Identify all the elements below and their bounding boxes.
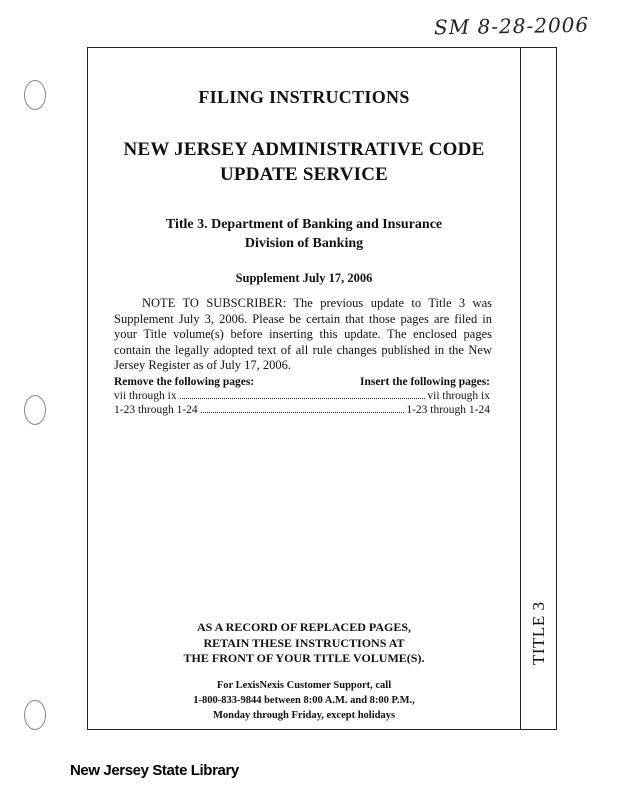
handwritten-note: SM 8-28-2006 [433,12,590,40]
tab-label: TITLE 3 [529,601,548,665]
leader-dots [180,398,426,399]
insert-pages-cell: vii through ix [427,390,490,402]
document-subtitle [88,137,520,187]
punch-hole-top [24,80,46,110]
subtitle-line-1: NEW JERSEY ADMINISTRATIVE CODE [123,139,485,160]
record-notice-line-2: RETAIN THESE INSTRUCTIONS AT [203,635,405,650]
support-line-2: 1-800-833-9844 between 8:00 A.M. and 8:00 P.M., [193,695,415,706]
supplement-date: Supplement July 17, 2006 [235,271,373,285]
record-notice-line-3: THE FRONT OF YOUR TITLE VOLUME(S). [183,651,425,665]
pages-row [114,390,490,402]
support-line-3: Monday through Friday, except holidays [212,710,396,721]
leader-dots [201,412,405,413]
subtitle-line-2: UPDATE SERVICE [219,164,389,185]
document-title: FILING INSTRUCTIONS [198,87,410,107]
customer-support [88,678,520,723]
insert-pages-cell: 1-23 through 1-24 [406,404,490,416]
remove-pages-cell: vii through ix [114,390,177,402]
remove-pages-header: Remove the following pages: [114,376,255,388]
division-name: Division of Banking [244,236,364,251]
title-name: Title 3. Department of Banking and Insurance [165,217,443,232]
punch-hole-middle [24,395,46,425]
pages-row [114,404,490,416]
punch-hole-bottom [24,700,46,730]
library-stamp: New Jersey State Library [70,762,239,779]
insert-pages-header: Insert the following pages: [359,376,490,388]
remove-pages-cell: 1-23 through 1-24 [114,404,198,416]
record-notice [88,620,520,667]
record-notice-line-1: AS A RECORD OF REPLACED PAGES, [196,620,412,634]
support-line-1: For LexisNexis Customer Support, call [216,680,392,691]
note-to-subscriber: NOTE TO SUBSCRIBER: The previous update to Title 3 was Supplement July 3, 2006. Please be certain that those pages are filed in your Title volume(s) before inserting this update. The enclosed pages contain the legally adopted text of all rule changes published in the New Jersey Register as of July 17, 2006. [114,296,492,373]
title-heading [88,215,520,253]
